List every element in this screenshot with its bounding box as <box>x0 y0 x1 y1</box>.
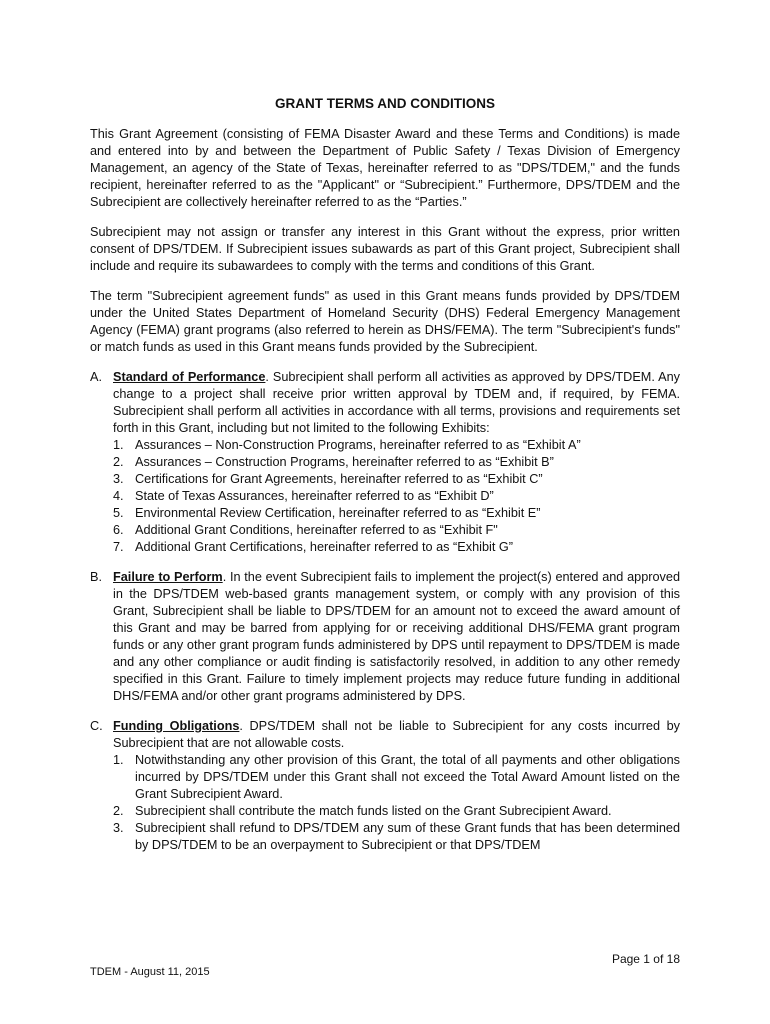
section-body <box>113 718 680 854</box>
obligation-list <box>113 752 680 854</box>
page-title: GRANT TERMS AND CONDITIONS <box>275 96 495 111</box>
item-text: Subrecipient shall contribute the match funds listed on the Grant Subrecipient Award. <box>135 804 612 818</box>
list-item <box>113 437 680 454</box>
item-number: 1. <box>113 438 124 452</box>
section-c <box>90 718 680 854</box>
item-text: Additional Grant Certifications, hereinafter referred to as “Exhibit G” <box>135 540 513 554</box>
section-a <box>90 369 680 556</box>
section-letter: A. <box>90 370 102 384</box>
section-title: Failure to Perform <box>113 570 223 584</box>
exhibit-list <box>113 437 680 556</box>
section-text: . Subrecipient shall perform all activities as approved by DPS/TDEM. Any change to a project shall receive prior written approval by TDEM and, if required, by FEMA. Subrecipient shall perform all activities in accordance with all terms, provisions and requirements set forth in this Grant, including but not limited to the following Exhibits: <box>113 370 680 435</box>
item-text: Assurances – Construction Programs, hereinafter referred to as “Exhibit B” <box>135 455 554 469</box>
item-number: 7. <box>113 540 124 554</box>
item-text: State of Texas Assurances, hereinafter referred to as “Exhibit D” <box>135 489 494 503</box>
item-number: 1. <box>113 753 124 767</box>
intro-paragraph: This Grant Agreement (consisting of FEMA Disaster Award and these Terms and Conditions) is made and entered into by and between the Department of Public Safety / Texas Division of Emergency Management, an agency of the State of Texas, hereinafter referred to as "DPS/TDEM," and the funds recipient, hereinafter referred to as the "Applicant" or “Subrecipient.” Furthermore, DPS/TDEM and the Subrecipient are collectively hereinafter referred to as the “Parties.” <box>90 127 680 209</box>
list-item <box>113 454 680 471</box>
item-number: 4. <box>113 489 124 503</box>
page-number: Page 1 of 18 <box>611 952 680 966</box>
item-text: Notwithstanding any other provision of this Grant, the total of all payments and other obligations incurred by DPS/TDEM under this Grant shall not exceed the Total Award Amount listed on the Grant Subrecipient Award. <box>135 753 680 801</box>
section-text: . In the event Subrecipient fails to implement the project(s) entered and approved in the DPS/TDEM web-based grants management system, or comply with any provision of this Grant, Subrecipient shall be liable to DPS/TDEM for an amount not to exceed the award amount of this Grant and may be barred from applying for or receiving additional DHS/FEMA grant program funds or any other grant program funds administered by DPS until repayment to DPS/TDEM is made and any other compliance or audit finding is satisfactorily resolved, in addition to any other remedy specified in this Grant. Failure to timely implement projects may reduce future funding in additional DHS/FEMA and/or other grant programs administered by DPS. <box>113 570 680 703</box>
section-text: . DPS/TDEM shall not be liable to Subrecipient for any costs incurred by Subrecipient that are not allowable costs. <box>113 719 680 750</box>
intro-paragraph: The term "Subrecipient agreement funds" as used in this Grant means funds provided by DPS/TDEM under the United States Department of Homeland Security (DHS) Federal Emergency Management Agency (FEMA) grant programs (also referred to herein as DHS/FEMA). The term "Subrecipient's funds" or match funds as used in this Grant means funds provided by the Subrecipient. <box>90 289 680 354</box>
list-item <box>113 522 680 539</box>
section-body <box>113 569 680 705</box>
item-number: 3. <box>113 472 124 486</box>
item-text: Subrecipient shall refund to DPS/TDEM any sum of these Grant funds that has been determined by DPS/TDEM to be an overpayment to Subrecipient or that DPS/TDEM <box>135 821 680 852</box>
section-body <box>113 369 680 556</box>
intro-paragraph: Subrecipient may not assign or transfer any interest in this Grant without the express, prior written consent of DPS/TDEM. If Subrecipient issues subawards as part of this Grant project, Subrecipient shall include and require its subawardees to comply with the terms and conditions of this Grant. <box>90 225 680 273</box>
list-item <box>113 752 680 803</box>
section-letter: C. <box>90 719 103 733</box>
section-b <box>90 569 680 705</box>
list-item <box>113 505 680 522</box>
list-item <box>113 539 680 556</box>
list-item <box>113 471 680 488</box>
item-number: 2. <box>113 455 124 469</box>
item-number: 2. <box>113 804 124 818</box>
list-item <box>113 488 680 505</box>
section-title: Funding Obligations <box>113 719 240 733</box>
item-text: Additional Grant Conditions, hereinafter referred to as “Exhibit F" <box>135 523 498 537</box>
item-number: 3. <box>113 821 124 835</box>
footer-text: TDEM - August 11, 2015 <box>90 966 210 978</box>
section-letter: B. <box>90 570 102 584</box>
item-number: 6. <box>113 523 124 537</box>
item-number: 5. <box>113 506 124 520</box>
item-text: Assurances – Non-Construction Programs, hereinafter referred to as “Exhibit A” <box>135 438 581 452</box>
item-text: Certifications for Grant Agreements, hereinafter referred to as “Exhibit C” <box>135 472 543 486</box>
document-page <box>90 95 680 867</box>
list-item <box>113 803 680 820</box>
list-item <box>113 820 680 854</box>
section-title: Standard of Performance <box>113 370 266 384</box>
item-text: Environmental Review Certification, hereinafter referred to as “Exhibit E” <box>135 506 541 520</box>
